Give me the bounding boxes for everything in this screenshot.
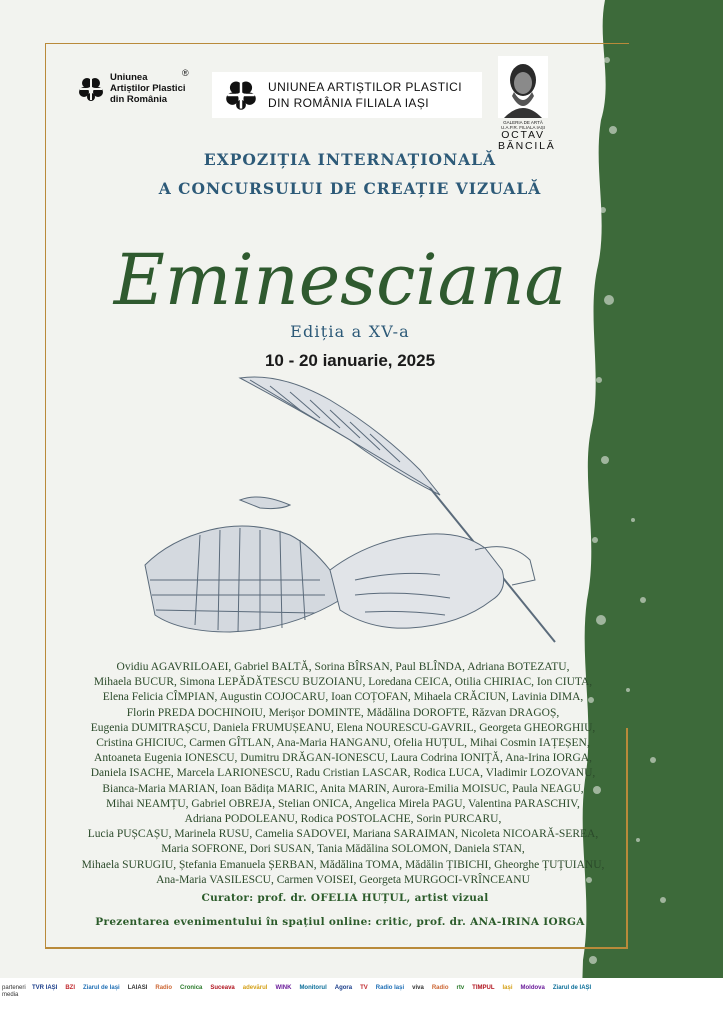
artists-line: Florin PREDA DOCHINOIU, Merișor DOMINTE, Mădălina DOROFTE, Răzvan DRAGOȘ, [126, 706, 560, 719]
partner-logo: TVR IAȘI [32, 985, 58, 991]
partner-logo: rtv [456, 985, 465, 991]
artists-line: Cristina GHICIUC, Carmen GÎTLAN, Ana-Maria HANGANU, Ofelia HUȚUL, Mihai Cosmin IAȚEȘEN, [96, 737, 590, 750]
quill-hand-illustration [140, 370, 560, 660]
partner-logo: adevărul [242, 985, 268, 991]
partner-logo: LAIASI [127, 985, 148, 991]
artists-line: Eugenia DUMITRAȘCU, Daniela FRUMUȘEANU, Elena NOURESCU-GAVRIL, Georgeta GHEORGHIU, [90, 721, 596, 734]
partner-logo: Agora [334, 985, 353, 991]
uap-logo-text: Uniunea Artiștilor Plastici din România [110, 72, 186, 105]
partner-logo: Ziarul de IAȘI [552, 985, 592, 991]
partner-logo: Cronica [180, 985, 203, 991]
artists-line: Maria SOFRONE, Dori SUSAN, Tania Mădălina SOLOMON, Daniela STAN, [161, 843, 525, 856]
partner-logo: Radio [155, 985, 173, 991]
online-presentation-credit: Prezentarea evenimentului în spațiul online: critic, prof. dr. ANA-IRINA IORGA [95, 916, 585, 928]
gallery-octav-bancila-logo [498, 56, 556, 154]
exhibition-title-line-2: A CONCURSULUI DE CREAȚIE VIZUALĂ [158, 179, 542, 198]
edition-label: Ediția a XV-a [290, 322, 410, 341]
artists-line: Ovidiu AGAVRILOAEI, Gabriel BALTĂ, Sorina BÎRSAN, Paul BLÎNDA, Adriana BOTEZATU, [116, 661, 570, 673]
portrait-image [498, 56, 548, 118]
partner-logo: Moldova [520, 985, 545, 991]
gallery-caption: GALERIA DE ARTĂ U.A.P.R. FILIALA IAȘI [501, 120, 545, 130]
filiala-line-2: DIN ROMÂNIA FILIALA IAȘI [268, 96, 429, 110]
partner-logo: Suceava [210, 985, 235, 991]
flower-icon [78, 76, 104, 102]
exhibition-title-line-1: EXPOZIȚIA INTERNAȚIONALĂ [203, 150, 497, 169]
partner-logo: TV [360, 985, 368, 991]
frame-bottom-segment [45, 947, 628, 949]
registered-mark: ® [182, 68, 189, 78]
partner-logo: Radio [431, 985, 449, 991]
artists-line: Daniela ISACHE, Marcela LARIONESCU, Radu Cristian LASCAR, Rodica LUCA, Vladimir LOZOVANU, [90, 767, 596, 780]
event-dates: 10 - 20 ianuarie, 2025 [264, 351, 436, 370]
frame-right-segment [626, 728, 628, 948]
partner-logo: BZI [65, 985, 76, 991]
partners-label: parteneri media [2, 985, 26, 998]
partner-logos-row [30, 983, 593, 993]
flower-icon [224, 79, 258, 111]
partner-logo: WINK [275, 985, 292, 991]
artists-list [68, 660, 618, 888]
event-name-text: Eminesciana [113, 239, 567, 321]
artists-line: Mihaela SURUGIU, Ștefania Emanuela ȘERBAN, Mădălina TOMA, Mădălin ȚIBICHI, Gheorghe ȚUȚUIANU, [81, 858, 605, 871]
partner-logo: Iași [502, 985, 513, 991]
partner-logo: Ziarul de Iași [83, 985, 120, 991]
artists-line: Lucia PUȘCAȘU, Marinela RUSU, Camelia SADOVEI, Mariana SARAIMAN, Nicoleta NICOARĂ-SEREA, [87, 828, 599, 841]
curator-credit: Curator: prof. dr. OFELIA HUȚUL, artist vizual [201, 892, 489, 904]
partner-logo: TIMPUL [472, 985, 495, 991]
media-partners-strip [0, 978, 723, 1024]
partner-logo: Monitorul [299, 985, 327, 991]
event-name [113, 222, 567, 322]
artists-line: Antoaneta Eugenia IONESCU, Dumitru DRĂGAN-IONESCU, Laura Codrina IONIȚĂ, Ana-Irina IORGA, [94, 752, 592, 765]
partner-logo: viva [412, 985, 424, 991]
partner-logo: Radio Iași [375, 985, 405, 991]
artists-line: Elena Felicia CÎMPIAN, Augustin COJOCARU, Ioan COȚOFAN, Mihaela CRĂCIUN, Lavinia DIMA, [102, 691, 584, 704]
artists-line: Ana-Maria VASILESCU, Carmen VOISEI, Georgeta MURGOCI-VRÎNCEANU [156, 873, 530, 886]
artists-line: Mihaela BUCUR, Simona LEPĂDĂTESCU BUZOIANU, Loredana CEICA, Otilia CHIRIAC, Ion CIUTA, [93, 676, 593, 689]
uap-logo [78, 68, 189, 105]
artists-line: Mihai NEAMȚU, Gabriel OBREJA, Stelian ONICA, Angelica Mirela PAGU, Valentina PARASCHIV, [106, 797, 580, 810]
gallery-name: OCTAV BĂNCILĂ [498, 129, 556, 152]
filiala-iasi-logo [212, 72, 482, 118]
artists-line: Adriana PODOLEANU, Rodica POSTOLACHE, Sorin PURCARU, [184, 813, 502, 826]
artists-line: Bianca-Maria MARIAN, Ioan Bădița MARIC, Anita MARIN, Aurora-Emilia MOISUC, Paula NEAGU, [102, 782, 584, 795]
filiala-line-1: UNIUNEA ARTIȘTILOR PLASTICI [268, 80, 462, 94]
